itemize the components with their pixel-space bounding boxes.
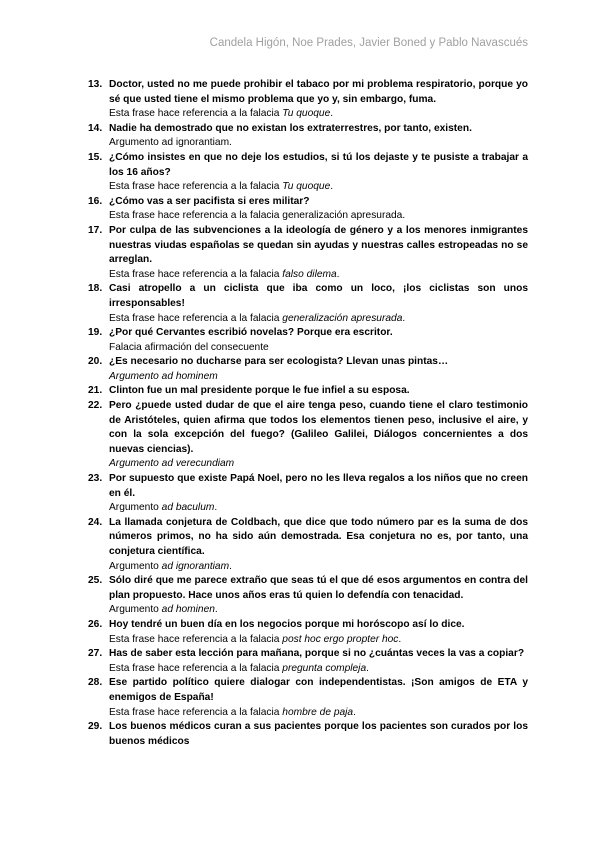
item-answer (109, 560, 528, 575)
item-answer (109, 706, 528, 721)
list-item (88, 282, 528, 326)
answer-suffix: . (402, 312, 406, 324)
list-item (88, 720, 528, 749)
fallacy-term: generalización apresurada (282, 312, 403, 324)
item-answer (109, 312, 528, 327)
answer-suffix: . (214, 502, 218, 514)
item-answer (109, 603, 528, 618)
answer-suffix: . (330, 108, 334, 120)
item-answer (109, 370, 528, 385)
item-question: Has de saber esta lección para mañana, porque si no ¿cuántas veces la vas a copiar? (109, 648, 525, 660)
fallacy-term: Tu quoque (282, 108, 331, 120)
item-question: Clinton fue un mal presidente porque le fue infiel a su esposa. (109, 385, 410, 397)
fallacy-term: post hoc ergo propter hoc (282, 633, 399, 645)
answer-text: Argumento (109, 560, 162, 572)
answer-text: Esta frase hace referencia a la falacia generalización apresurada. (109, 210, 406, 222)
answer-suffix: . (214, 604, 218, 616)
fallacy-term: falso dilema (282, 268, 337, 280)
fallacy-term: Tu quoque (282, 181, 331, 193)
item-answer (109, 341, 528, 356)
list-item (88, 516, 528, 574)
fallacy-term: hombre de paja (282, 706, 354, 718)
answer-text: Falacia afirmación del consecuente (109, 341, 269, 353)
item-number: 13. (88, 79, 103, 90)
item-number: 25. (88, 575, 103, 587)
item-question: Casi atropello a un ciclista que iba como un loco, ¡los ciclistas son unos irresponsables! (109, 283, 528, 309)
item-number: 22. (88, 400, 103, 412)
answer-suffix: . (353, 706, 356, 718)
fallacy-term: ad baculum (161, 502, 215, 514)
item-number: 15. (88, 151, 103, 163)
item-question: Doctor, usted no me puede prohibir el tabaco por mi problema respiratorio, porque yo sé que usted tiene el mismo problema que yo y, sin embargo, fuma. (109, 79, 528, 105)
list-item (88, 78, 528, 122)
answer-suffix: . (229, 560, 232, 572)
item-question: ¿Es necesario no ducharse para ser ecologista? Llevan unas pintas… (109, 356, 449, 368)
item-number: 18. (88, 283, 103, 295)
item-answer (109, 457, 528, 472)
answer-suffix: . (366, 662, 369, 674)
item-number: 20. (88, 356, 103, 368)
item-question: ¿Cómo vas a ser pacifista si eres militar? (109, 195, 310, 207)
fallacy-list (88, 78, 528, 749)
item-question: Sólo diré que me parece extraño que seas tú el que dé esos argumentos en contra del plan propuesto. Hace unos años eras tú quien lo defendía con tenacidad. (109, 575, 528, 601)
item-question: Hoy tendré un buen día en los negocios porque mi horóscopo así lo dice. (109, 618, 465, 630)
item-number: 21. (88, 385, 103, 397)
list-item (88, 472, 528, 516)
answer-text: Argumento (109, 502, 162, 514)
item-answer (109, 501, 528, 516)
answer-suffix: . (398, 633, 402, 645)
item-number: 23. (88, 473, 103, 485)
item-question: Por supuesto que existe Papá Noel, pero no les lleva regalos a los niños que no creen en él. (109, 473, 528, 499)
list-item (88, 618, 528, 647)
answer-text: Argumento ad ignorantiam. (109, 137, 232, 149)
answer-text: Esta frase hace referencia a la falacia (109, 108, 283, 120)
answer-text: Esta frase hace referencia a la falacia (109, 706, 283, 718)
item-question: ¿Cómo insistes en que no deje los estudios, si tú los dejaste y te pusiste a trabajar a los 16 años? (109, 151, 528, 178)
list-item (88, 574, 528, 618)
item-question: Los buenos médicos curan a sus pacientes porque los pacientes son curados por los buenos médicos (109, 721, 528, 747)
item-answer (109, 209, 528, 224)
fallacy-term: Argumento ad hominem (109, 370, 218, 382)
item-question: La llamada conjetura de Coldbach, que dice que todo número par es la suma de dos números primos, no ha sido aún demostrada. Esa conjetura no es, por tanto, una conjetura científica. (109, 516, 528, 557)
item-question: Ese partido político quiere dialogar con independentistas. ¡Son amigos de ETA y enemigos de España! (109, 677, 528, 703)
item-number: 19. (88, 327, 103, 339)
list-item (88, 224, 528, 282)
item-question: Por culpa de las subvenciones a la ideología de género y a los menores inmigrantes nuestras viudas españolas se quedan sin ayudas y nuestras calles estropeadas no se arreglan. (109, 224, 528, 266)
fallacy-term: ad hominen (161, 604, 215, 616)
answer-suffix: . (330, 181, 334, 193)
item-number: 28. (88, 677, 103, 689)
list-item (88, 647, 528, 676)
item-answer (109, 136, 528, 151)
item-number: 27. (88, 648, 103, 660)
list-item (88, 676, 528, 720)
answer-suffix: . (336, 268, 340, 280)
item-answer (109, 633, 528, 648)
item-question: ¿Por qué Cervantes escribió novelas? Porque era escritor. (109, 327, 393, 339)
answer-text: Esta frase hace referencia a la falacia (109, 633, 283, 645)
item-number: 17. (88, 224, 103, 236)
answer-text: Esta frase hace referencia a la falacia (109, 181, 283, 193)
answer-text: Argumento (109, 604, 162, 616)
list-item (88, 384, 528, 399)
item-number: 14. (88, 122, 103, 134)
item-question: Pero ¿puede usted dudar de que el aire tenga peso, cuando tiene el claro testimonio de Aristóteles, quien afirma que todos los elementos tienen peso, inclusive el aire, y con la sola excepción del fuego? (Galileo Galilei, Diálogos concernientes a dos nuevas ciencias). (109, 400, 528, 455)
list-item (88, 326, 528, 355)
answer-text: Esta frase hace referencia a la falacia (109, 662, 283, 674)
list-item (88, 122, 528, 151)
item-number: 16. (88, 195, 103, 207)
item-answer (109, 268, 528, 283)
item-question: Nadie ha demostrado que no existan los extraterrestres, por tanto, existen. (109, 122, 472, 134)
item-number: 24. (88, 516, 103, 528)
list-item (88, 195, 528, 224)
item-number: 26. (88, 618, 103, 630)
list-item (88, 151, 528, 195)
list-item (88, 355, 528, 384)
running-header: Candela Higón, Noe Prades, Javier Boned y Pablo Navascués (209, 37, 528, 49)
fallacy-term: pregunta compleja (282, 662, 367, 674)
item-answer (109, 107, 528, 122)
fallacy-term: Argumento ad verecundiam (109, 458, 235, 470)
item-answer (109, 180, 528, 195)
item-answer (109, 662, 528, 677)
item-number: 29. (88, 721, 103, 733)
answer-text: Esta frase hace referencia a la falacia (109, 268, 283, 280)
answer-text: Esta frase hace referencia a la falacia (109, 312, 283, 324)
list-item (88, 399, 528, 472)
fallacy-term: ad ignorantiam (161, 560, 230, 572)
